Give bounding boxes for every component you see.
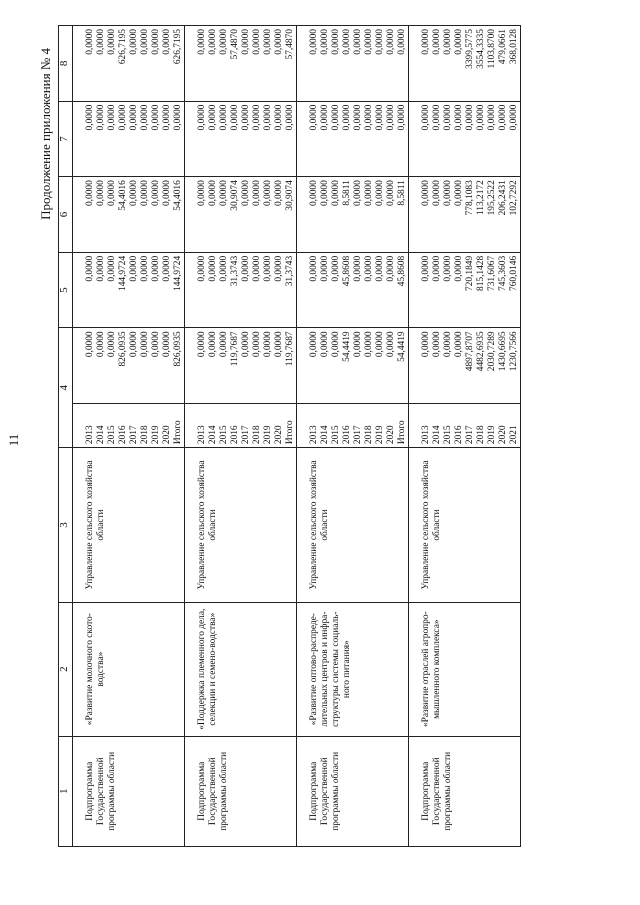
value-cell: 30,9074 xyxy=(285,177,297,253)
value-cell: 760,0146 xyxy=(509,252,521,328)
year-cell: 2018 xyxy=(252,403,263,447)
value-cell: 0,0000 xyxy=(140,177,151,253)
year-cell: 2017 xyxy=(465,403,476,447)
subprogram-block xyxy=(185,26,297,847)
value-cell: 0,0000 xyxy=(386,177,397,253)
executor-cell: Управление сельского хозяйства области xyxy=(409,448,521,603)
value-cell: 0,0000 xyxy=(129,252,140,328)
value-cell: 0,0000 xyxy=(331,26,342,102)
value-cell: 0,0000 xyxy=(96,26,107,102)
value-cell: 0,0000 xyxy=(107,26,118,102)
value-cell: 0,0000 xyxy=(185,252,209,328)
value-cell: 8,5811 xyxy=(342,177,353,253)
value-cell: 0,0000 xyxy=(297,328,321,404)
value-cell: 0,0000 xyxy=(443,101,454,177)
value-cell: 0,0000 xyxy=(162,328,173,404)
value-cell: 0,0000 xyxy=(364,177,375,253)
value-cell: 0,0000 xyxy=(454,252,465,328)
header-col-6: 6 xyxy=(59,177,73,253)
value-cell: 0,0000 xyxy=(509,101,521,177)
year-cell: 2020 xyxy=(498,403,509,447)
table-row xyxy=(297,26,321,847)
subprogram-type-cell: Подпрограмма Государственной программы области xyxy=(73,736,185,846)
subprogram-name-cell: «Поддержка племенного дела, селекции и семено-водства» xyxy=(185,602,297,736)
value-cell: 731,6067 xyxy=(487,252,498,328)
value-cell: 0,0000 xyxy=(208,101,219,177)
table-row xyxy=(73,26,97,847)
value-cell: 0,0000 xyxy=(409,252,433,328)
value-cell: 0,0000 xyxy=(263,328,274,404)
value-cell: 826,0935 xyxy=(173,328,185,404)
value-cell: 0,0000 xyxy=(241,26,252,102)
year-cell: Итого xyxy=(173,403,185,447)
value-cell: 0,0000 xyxy=(353,252,364,328)
subprogram-block xyxy=(73,26,185,847)
year-cell: 2013 xyxy=(73,403,97,447)
value-cell: 0,0000 xyxy=(241,252,252,328)
value-cell: 102,7292 xyxy=(509,177,521,253)
value-cell: 0,0000 xyxy=(96,252,107,328)
value-cell: 0,0000 xyxy=(96,177,107,253)
value-cell: 0,0000 xyxy=(208,26,219,102)
funding-table xyxy=(58,25,521,847)
year-cell: Итого xyxy=(397,403,409,447)
value-cell: 0,0000 xyxy=(432,177,443,253)
value-cell: 0,0000 xyxy=(454,177,465,253)
value-cell: 0,0000 xyxy=(353,101,364,177)
value-cell: 0,0000 xyxy=(443,177,454,253)
value-cell: 0,0000 xyxy=(409,328,433,404)
value-cell: 0,0000 xyxy=(274,252,285,328)
value-cell: 0,0000 xyxy=(320,101,331,177)
value-cell: 0,0000 xyxy=(129,26,140,102)
value-cell: 0,0000 xyxy=(252,328,263,404)
value-cell: 0,0000 xyxy=(129,177,140,253)
year-cell: 2018 xyxy=(476,403,487,447)
value-cell: 0,0000 xyxy=(409,26,433,102)
value-cell: 0,0000 xyxy=(274,177,285,253)
year-cell: 2019 xyxy=(375,403,386,447)
value-cell: 0,0000 xyxy=(219,328,230,404)
year-cell: 2015 xyxy=(443,403,454,447)
value-cell: 0,0000 xyxy=(151,328,162,404)
value-cell: 0,0000 xyxy=(320,177,331,253)
value-cell: 0,0000 xyxy=(443,252,454,328)
year-cell: 2019 xyxy=(151,403,162,447)
value-cell: 0,0000 xyxy=(107,177,118,253)
header-col-1: 1 xyxy=(59,736,73,846)
value-cell: 0,0000 xyxy=(386,26,397,102)
year-cell: 2014 xyxy=(432,403,443,447)
value-cell: 745,3603 xyxy=(498,252,509,328)
subprogram-name-cell: «Развитие оптово-распреде-лительных центров и инфра-структуры системы социаль-ного питания» xyxy=(297,602,409,736)
value-cell: 0,0000 xyxy=(409,101,433,177)
value-cell: 0,0000 xyxy=(364,328,375,404)
page-number: 11 xyxy=(6,433,21,447)
value-cell: 0,0000 xyxy=(219,101,230,177)
header-col-8: 8 xyxy=(59,26,73,102)
value-cell: 0,0000 xyxy=(297,26,321,102)
value-cell: 0,0000 xyxy=(443,328,454,404)
value-cell: 0,0000 xyxy=(151,252,162,328)
table-row xyxy=(185,26,209,847)
value-cell: 119,7687 xyxy=(285,328,297,404)
value-cell: 0,0000 xyxy=(140,328,151,404)
value-cell: 0,0000 xyxy=(140,252,151,328)
subprogram-name-cell: «Развитие отраслей агропро-мышленного комплекса» xyxy=(409,602,521,736)
value-cell: 0,0000 xyxy=(331,177,342,253)
value-cell: 0,0000 xyxy=(73,328,97,404)
value-cell: 0,0000 xyxy=(454,101,465,177)
subprogram-block xyxy=(409,26,521,847)
value-cell: 0,0000 xyxy=(73,26,97,102)
value-cell: 1103,8700 xyxy=(487,26,498,102)
executor-cell: Управление сельского хозяйства области xyxy=(73,448,185,603)
value-cell: 0,0000 xyxy=(375,252,386,328)
year-cell: 2020 xyxy=(274,403,285,447)
value-cell: 0,0000 xyxy=(219,177,230,253)
value-cell: 0,0000 xyxy=(263,101,274,177)
header-col-7: 7 xyxy=(59,101,73,177)
value-cell: 0,0000 xyxy=(208,328,219,404)
value-cell: 0,0000 xyxy=(432,252,443,328)
year-cell: 2018 xyxy=(364,403,375,447)
year-cell: 2016 xyxy=(230,403,241,447)
value-cell: 0,0000 xyxy=(185,26,209,102)
value-cell: 0,0000 xyxy=(129,101,140,177)
value-cell: 0,0000 xyxy=(342,101,353,177)
value-cell: 368,0128 xyxy=(509,26,521,102)
value-cell: 0,0000 xyxy=(364,252,375,328)
value-cell: 54,4016 xyxy=(118,177,129,253)
value-cell: 4897,8707 xyxy=(465,328,476,404)
value-cell: 0,0000 xyxy=(364,101,375,177)
value-cell: 0,0000 xyxy=(263,26,274,102)
value-cell: 0,0000 xyxy=(173,101,185,177)
value-cell: 0,0000 xyxy=(432,328,443,404)
subprogram-block xyxy=(297,26,409,847)
value-cell: 0,0000 xyxy=(107,252,118,328)
value-cell: 479,0661 xyxy=(498,26,509,102)
value-cell: 0,0000 xyxy=(297,101,321,177)
value-cell: 0,0000 xyxy=(274,101,285,177)
value-cell: 0,0000 xyxy=(342,26,353,102)
value-cell: 0,0000 xyxy=(185,101,209,177)
year-cell: 2016 xyxy=(118,403,129,447)
value-cell: 0,0000 xyxy=(73,252,97,328)
value-cell: 0,0000 xyxy=(297,177,321,253)
year-cell: 2017 xyxy=(241,403,252,447)
value-cell: 0,0000 xyxy=(353,26,364,102)
value-cell: 0,0000 xyxy=(129,328,140,404)
appendix-title: Продолжение приложения № 4 xyxy=(38,48,53,220)
year-cell: 2014 xyxy=(208,403,219,447)
value-cell: 0,0000 xyxy=(443,26,454,102)
year-cell: 2018 xyxy=(140,403,151,447)
value-cell: 113,2172 xyxy=(476,177,487,253)
year-cell: 2013 xyxy=(185,403,209,447)
table-row xyxy=(409,26,433,847)
year-cell: 2019 xyxy=(263,403,274,447)
value-cell: 0,0000 xyxy=(386,328,397,404)
value-cell: 0,0000 xyxy=(241,328,252,404)
value-cell: 0,0000 xyxy=(241,101,252,177)
value-cell: 30,9074 xyxy=(230,177,241,253)
value-cell: 57,4870 xyxy=(285,26,297,102)
value-cell: 0,0000 xyxy=(151,177,162,253)
value-cell: 0,0000 xyxy=(252,177,263,253)
value-cell: 0,0000 xyxy=(151,101,162,177)
value-cell: 0,0000 xyxy=(274,328,285,404)
value-cell: 0,0000 xyxy=(454,328,465,404)
header-col-5: 5 xyxy=(59,252,73,328)
value-cell: 0,0000 xyxy=(241,177,252,253)
year-cell: 2020 xyxy=(162,403,173,447)
value-cell: 31,3743 xyxy=(230,252,241,328)
value-cell: 54,4419 xyxy=(342,328,353,404)
value-cell: 2030,7289 xyxy=(487,328,498,404)
value-cell: 45,8608 xyxy=(397,252,409,328)
value-cell: 54,4419 xyxy=(397,328,409,404)
value-cell: 0,0000 xyxy=(162,26,173,102)
value-cell: 0,0000 xyxy=(252,252,263,328)
value-cell: 206,2431 xyxy=(498,177,509,253)
value-cell: 0,0000 xyxy=(230,101,241,177)
value-cell: 0,0000 xyxy=(397,26,409,102)
value-cell: 0,0000 xyxy=(498,101,509,177)
value-cell: 1230,7566 xyxy=(509,328,521,404)
value-cell: 0,0000 xyxy=(285,101,297,177)
year-cell: 2015 xyxy=(331,403,342,447)
value-cell: 0,0000 xyxy=(375,328,386,404)
value-cell: 0,0000 xyxy=(386,252,397,328)
value-cell: 0,0000 xyxy=(219,252,230,328)
executor-cell: Управление сельского хозяйства области xyxy=(297,448,409,603)
header-col-3: 3 xyxy=(59,448,73,603)
value-cell: 0,0000 xyxy=(386,101,397,177)
year-cell: 2016 xyxy=(342,403,353,447)
value-cell: 0,0000 xyxy=(73,177,97,253)
value-cell: 0,0000 xyxy=(185,177,209,253)
value-cell: 0,0000 xyxy=(107,328,118,404)
value-cell: 31,3743 xyxy=(285,252,297,328)
value-cell: 0,0000 xyxy=(96,328,107,404)
value-cell: 0,0000 xyxy=(331,328,342,404)
header-col-2: 2 xyxy=(59,602,73,736)
value-cell: 0,0000 xyxy=(118,101,129,177)
value-cell: 0,0000 xyxy=(465,101,476,177)
subprogram-type-cell: Подпрограмма Государственной программы области xyxy=(409,736,521,846)
value-cell: 720,1849 xyxy=(465,252,476,328)
value-cell: 0,0000 xyxy=(263,252,274,328)
table-header-row xyxy=(59,26,73,847)
value-cell: 0,0000 xyxy=(375,26,386,102)
value-cell: 144,9724 xyxy=(173,252,185,328)
value-cell: 0,0000 xyxy=(73,101,97,177)
value-cell: 0,0000 xyxy=(331,252,342,328)
value-cell: 0,0000 xyxy=(375,177,386,253)
value-cell: 4482,6935 xyxy=(476,328,487,404)
value-cell: 0,0000 xyxy=(208,177,219,253)
executor-cell: Управление сельского хозяйства области xyxy=(185,448,297,603)
year-cell: 2014 xyxy=(96,403,107,447)
value-cell: 626,7195 xyxy=(173,26,185,102)
value-cell: 0,0000 xyxy=(297,252,321,328)
subprogram-type-cell: Подпрограмма Государственной программы области xyxy=(297,736,409,846)
value-cell: 0,0000 xyxy=(320,252,331,328)
value-cell: 0,0000 xyxy=(432,101,443,177)
year-cell: 2017 xyxy=(353,403,364,447)
value-cell: 0,0000 xyxy=(140,101,151,177)
value-cell: 0,0000 xyxy=(476,101,487,177)
value-cell: 0,0000 xyxy=(364,26,375,102)
value-cell: 0,0000 xyxy=(320,328,331,404)
value-cell: 0,0000 xyxy=(263,177,274,253)
year-cell: 2014 xyxy=(320,403,331,447)
value-cell: 0,0000 xyxy=(140,26,151,102)
year-cell: 2021 xyxy=(509,403,521,447)
value-cell: 0,0000 xyxy=(454,26,465,102)
value-cell: 144,9724 xyxy=(118,252,129,328)
value-cell: 0,0000 xyxy=(252,26,263,102)
year-cell: 2013 xyxy=(297,403,321,447)
value-cell: 0,0000 xyxy=(353,177,364,253)
value-cell: 0,0000 xyxy=(331,101,342,177)
year-cell: 2015 xyxy=(107,403,118,447)
value-cell: 57,4870 xyxy=(230,26,241,102)
value-cell: 195,2522 xyxy=(487,177,498,253)
value-cell: 0,0000 xyxy=(185,328,209,404)
year-cell: 2020 xyxy=(386,403,397,447)
value-cell: 0,0000 xyxy=(107,101,118,177)
value-cell: 778,1083 xyxy=(465,177,476,253)
year-cell: 2015 xyxy=(219,403,230,447)
value-cell: 815,1428 xyxy=(476,252,487,328)
value-cell: 119,7687 xyxy=(230,328,241,404)
value-cell: 3554,3335 xyxy=(476,26,487,102)
value-cell: 45,8608 xyxy=(342,252,353,328)
value-cell: 0,0000 xyxy=(162,252,173,328)
value-cell: 0,0000 xyxy=(375,101,386,177)
value-cell: 1430,6695 xyxy=(498,328,509,404)
value-cell: 0,0000 xyxy=(397,101,409,177)
value-cell: 0,0000 xyxy=(353,328,364,404)
value-cell: 0,0000 xyxy=(320,26,331,102)
year-cell: 2019 xyxy=(487,403,498,447)
year-cell: 2013 xyxy=(409,403,433,447)
value-cell: 0,0000 xyxy=(162,101,173,177)
value-cell: 0,0000 xyxy=(208,252,219,328)
subprogram-type-cell: Подпрограмма Государственной программы области xyxy=(185,736,297,846)
value-cell: 0,0000 xyxy=(432,26,443,102)
value-cell: 0,0000 xyxy=(151,26,162,102)
year-cell: Итого xyxy=(285,403,297,447)
value-cell: 626,7195 xyxy=(118,26,129,102)
value-cell: 0,0000 xyxy=(274,26,285,102)
value-cell: 0,0000 xyxy=(252,101,263,177)
header-col-4: 4 xyxy=(59,328,73,448)
year-cell: 2017 xyxy=(129,403,140,447)
value-cell: 54,4016 xyxy=(173,177,185,253)
value-cell: 8,5811 xyxy=(397,177,409,253)
year-cell: 2016 xyxy=(454,403,465,447)
value-cell: 0,0000 xyxy=(219,26,230,102)
value-cell: 0,0000 xyxy=(409,177,433,253)
value-cell: 0,0000 xyxy=(96,101,107,177)
value-cell: 0,0000 xyxy=(487,101,498,177)
subprogram-name-cell: «Развитие молочного ското-водства» xyxy=(73,602,185,736)
value-cell: 0,0000 xyxy=(162,177,173,253)
value-cell: 826,0935 xyxy=(118,328,129,404)
value-cell: 3399,5775 xyxy=(465,26,476,102)
